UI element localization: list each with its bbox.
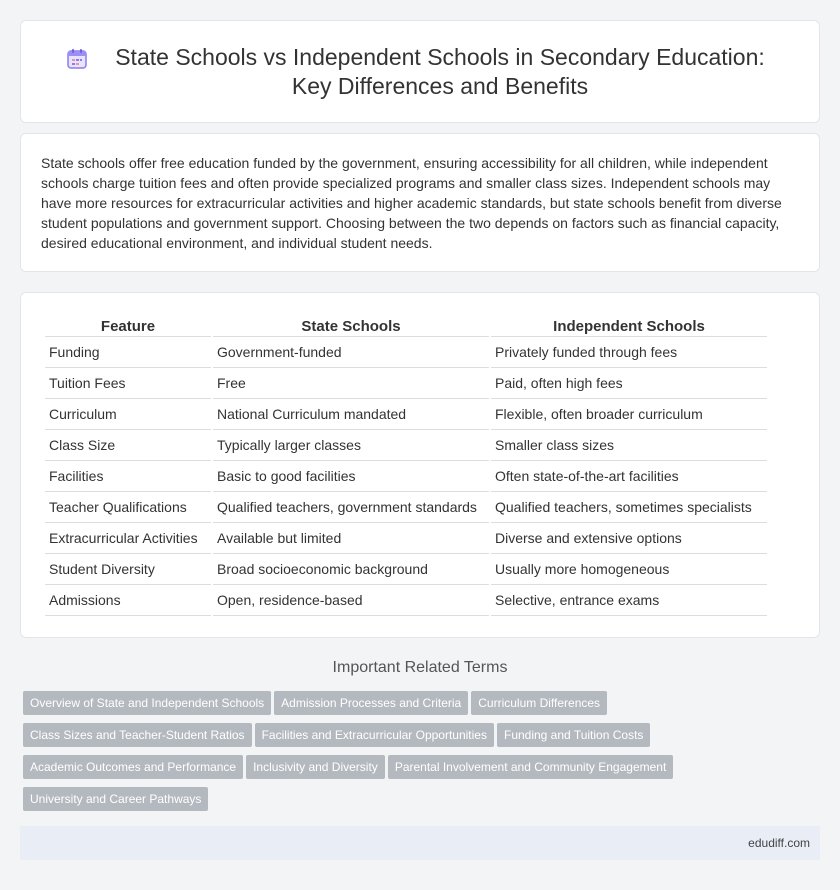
header-card bbox=[20, 20, 820, 123]
comparison-card bbox=[20, 292, 820, 638]
related-term-tag[interactable]: Parental Involvement and Community Engagement bbox=[388, 755, 673, 779]
table-cell: Smaller class sizes bbox=[491, 430, 767, 461]
table-row bbox=[45, 368, 767, 399]
footer-site-link[interactable]: edudiff.com bbox=[748, 836, 810, 850]
table-row bbox=[45, 337, 767, 368]
related-terms-heading: Important Related Terms bbox=[332, 659, 508, 676]
table-row bbox=[45, 399, 767, 430]
related-term-tag[interactable]: Funding and Tuition Costs bbox=[497, 723, 650, 747]
comparison-table bbox=[43, 317, 769, 616]
table-cell: Flexible, often broader curriculum bbox=[491, 399, 767, 430]
table-row bbox=[45, 523, 767, 554]
related-term-tag[interactable]: Overview of State and Independent Schools bbox=[23, 691, 271, 715]
header-feature: Feature bbox=[45, 317, 211, 337]
related-term-tag[interactable]: Admission Processes and Criteria bbox=[274, 691, 468, 715]
table-cell: Teacher Qualifications bbox=[45, 492, 211, 523]
related-term-tag[interactable]: University and Career Pathways bbox=[23, 787, 208, 811]
table-cell: Available but limited bbox=[213, 523, 489, 554]
table-cell: Curriculum bbox=[45, 399, 211, 430]
table-row bbox=[45, 554, 767, 585]
header-state-schools: State Schools bbox=[213, 317, 489, 337]
table-cell: Class Size bbox=[45, 430, 211, 461]
related-term-tag[interactable]: Class Sizes and Teacher-Student Ratios bbox=[23, 723, 252, 747]
table-row bbox=[45, 492, 767, 523]
table-cell: National Curriculum mandated bbox=[213, 399, 489, 430]
table-cell: Facilities bbox=[45, 461, 211, 492]
table-row bbox=[45, 585, 767, 616]
table-cell: Typically larger classes bbox=[213, 430, 489, 461]
page-title: State Schools vs Independent Schools in Secondary Education: Key Differences and Benefits bbox=[115, 44, 765, 99]
related-terms-list bbox=[23, 691, 813, 819]
table-cell: Selective, entrance exams bbox=[491, 585, 767, 616]
table-cell: Broad socioeconomic background bbox=[213, 554, 489, 585]
intro-card bbox=[20, 133, 820, 272]
table-cell: Paid, often high fees bbox=[491, 368, 767, 399]
table-row bbox=[45, 430, 767, 461]
table-cell: Privately funded through fees bbox=[491, 337, 767, 368]
table-cell: Basic to good facilities bbox=[213, 461, 489, 492]
table-cell: Diverse and extensive options bbox=[491, 523, 767, 554]
footer bbox=[20, 826, 820, 860]
table-cell: Funding bbox=[45, 337, 211, 368]
table-cell: Usually more homogeneous bbox=[491, 554, 767, 585]
table-cell: Qualified teachers, sometimes specialists bbox=[491, 492, 767, 523]
table-row bbox=[45, 461, 767, 492]
related-term-tag[interactable]: Facilities and Extracurricular Opportunities bbox=[255, 723, 494, 747]
table-cell: Free bbox=[213, 368, 489, 399]
table-cell: Admissions bbox=[45, 585, 211, 616]
table-cell: Extracurricular Activities bbox=[45, 523, 211, 554]
table-cell: Tuition Fees bbox=[45, 368, 211, 399]
related-term-tag[interactable]: Curriculum Differences bbox=[471, 691, 607, 715]
table-cell: Government-funded bbox=[213, 337, 489, 368]
header-independent-schools: Independent Schools bbox=[491, 317, 767, 337]
table-cell: Open, residence-based bbox=[213, 585, 489, 616]
table-cell: Student Diversity bbox=[45, 554, 211, 585]
table-cell: Often state-of-the-art facilities bbox=[491, 461, 767, 492]
table-cell: Qualified teachers, government standards bbox=[213, 492, 489, 523]
table-header-row bbox=[45, 317, 767, 337]
intro-paragraph: State schools offer free education funded by the government, ensuring accessibility for all children, while independent schools charge tuition fees and often provide specialized programs and smaller class sizes. Independent schools may have more resources for extracurricular activities and higher academic standards, but state schools benefit from diverse student populations and government support. Choosing between the two depends on factors such as financial capacity, desired educational environment, and individual student needs. bbox=[41, 155, 782, 251]
related-term-tag[interactable]: Academic Outcomes and Performance bbox=[23, 755, 243, 779]
related-term-tag[interactable]: Inclusivity and Diversity bbox=[246, 755, 385, 779]
